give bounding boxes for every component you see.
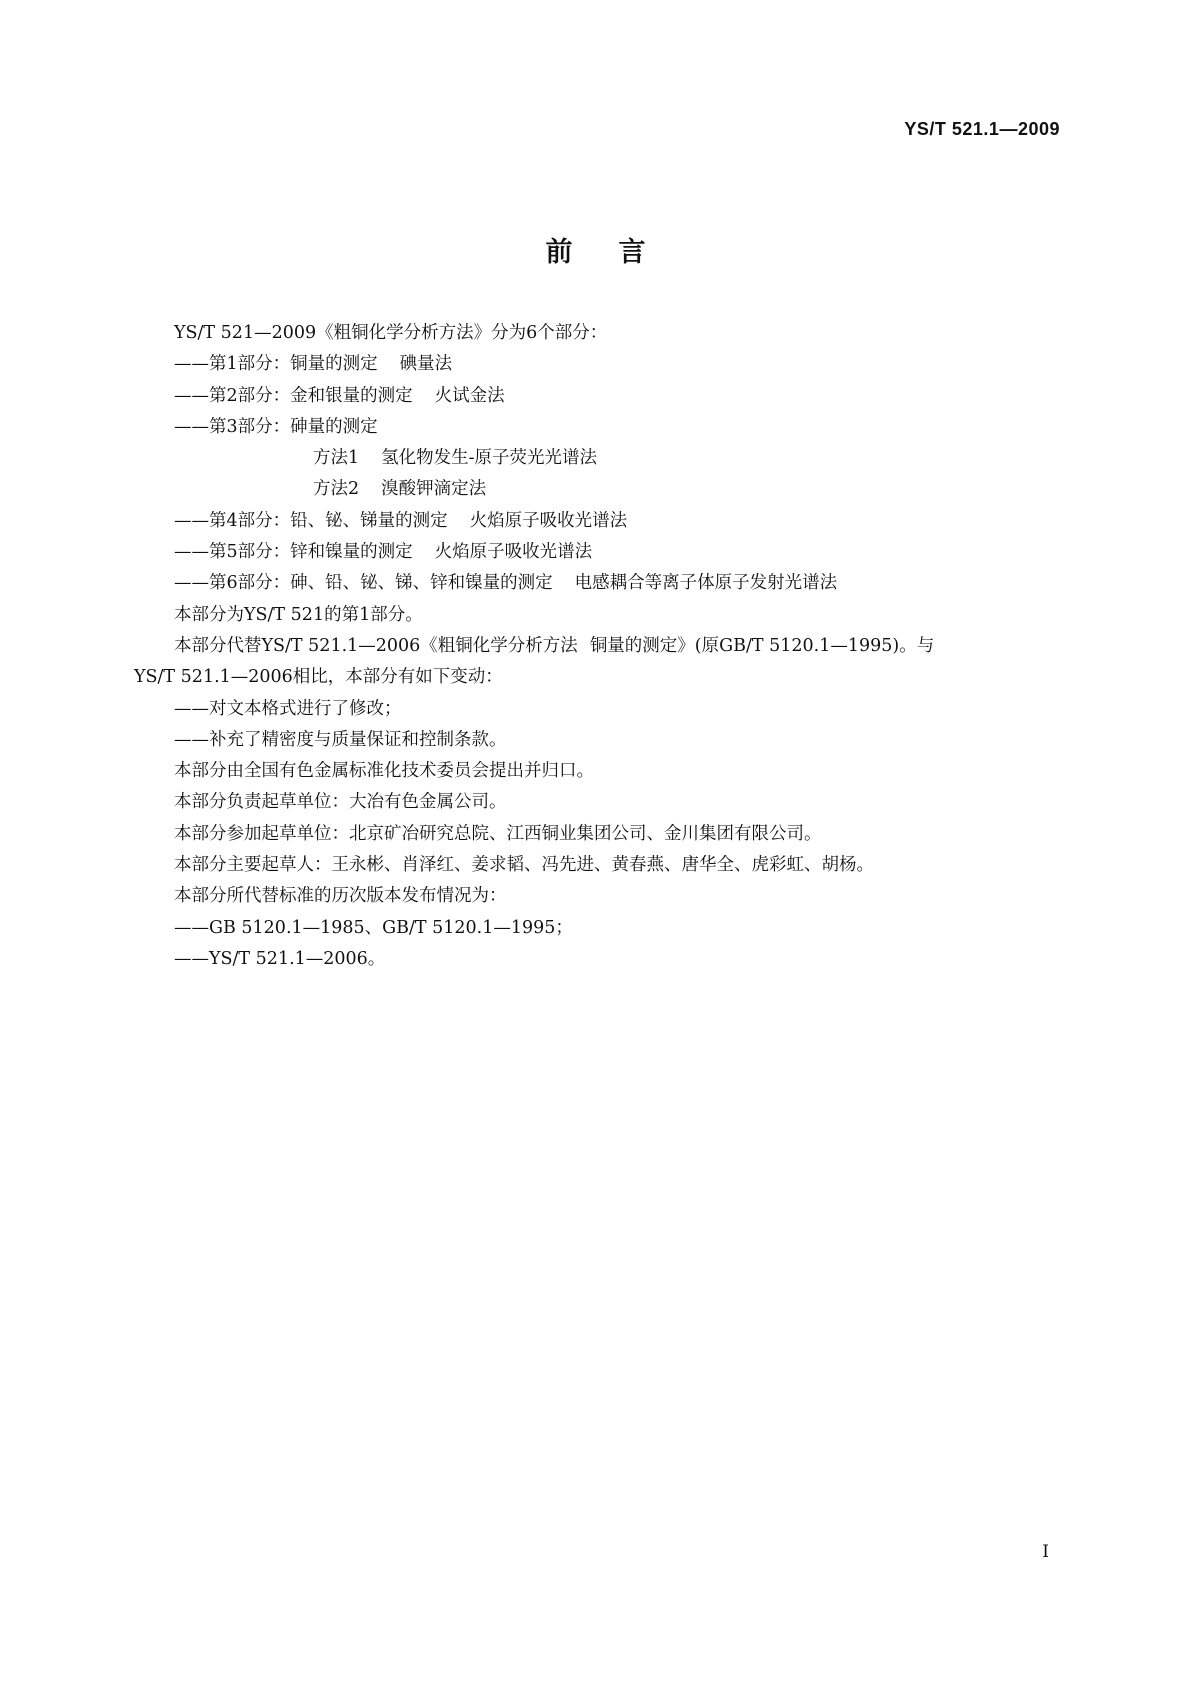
page-number: I bbox=[1042, 1542, 1049, 1562]
list-item: ——第6部分：砷、铅、铋、锑、锌和镍量的测定 电感耦合等离子体原子发射光谱法 bbox=[174, 573, 838, 594]
paragraph: 本部分参加起草单位：北京矿冶研究总院、江西铜业集团公司、金川集团有限公司。 bbox=[174, 823, 822, 844]
list-item: ——第5部分：锌和镍量的测定 火焰原子吸收光谱法 bbox=[174, 542, 593, 563]
list-item: ——GB 5120.1—1985、GB/T 5120.1—1995； bbox=[174, 917, 573, 938]
method-item: 方法2 溴酸钾滴定法 bbox=[313, 479, 487, 500]
paragraph: YS/T 521—2009《粗铜化学分析方法》分为6个部分： bbox=[174, 323, 608, 343]
method-item: 方法1 氢化物发生-原子荧光光谱法 bbox=[313, 448, 598, 469]
list-item: ——第2部分：金和银量的测定 火试金法 bbox=[174, 385, 505, 406]
list-item: ——补充了精密度与质量保证和控制条款。 bbox=[174, 729, 507, 750]
list-item: ——第3部分：砷量的测定 bbox=[174, 416, 378, 437]
paragraph: 本部分所代替标准的历次版本发布情况为： bbox=[174, 886, 507, 907]
list-item: ——YS/T 521.1—2006。 bbox=[174, 948, 386, 969]
preface-body bbox=[134, 318, 1059, 975]
list-item: ——第1部分：铜量的测定 碘量法 bbox=[174, 354, 453, 375]
paragraph: 本部分代替YS/T 521.1—2006《粗铜化学分析方法 铜量的测定》(原GB/T 5120.1—1995)。与 bbox=[174, 635, 935, 656]
paragraph: 本部分由全国有色金属标准化技术委员会提出并归口。 bbox=[174, 761, 594, 782]
paragraph: 本部分为YS/T 521的第1部分。 bbox=[174, 604, 423, 625]
paragraph: 本部分负责起草单位：大冶有色金属公司。 bbox=[174, 792, 507, 813]
list-item: ——第4部分：铅、铋、锑量的测定 火焰原子吸收光谱法 bbox=[174, 510, 628, 531]
paragraph: 本部分主要起草人：王永彬、肖泽红、姜求韬、冯先进、黄春燕、唐华全、虎彩虹、胡杨。 bbox=[174, 855, 874, 876]
paragraph-continuation: YS/T 521.1—2006相比，本部分有如下变动： bbox=[134, 667, 503, 688]
list-item: ——对文本格式进行了修改； bbox=[174, 698, 402, 719]
standard-number: YS/T 521.1—2009 bbox=[904, 119, 1060, 139]
page-title: 前言 bbox=[545, 237, 692, 268]
